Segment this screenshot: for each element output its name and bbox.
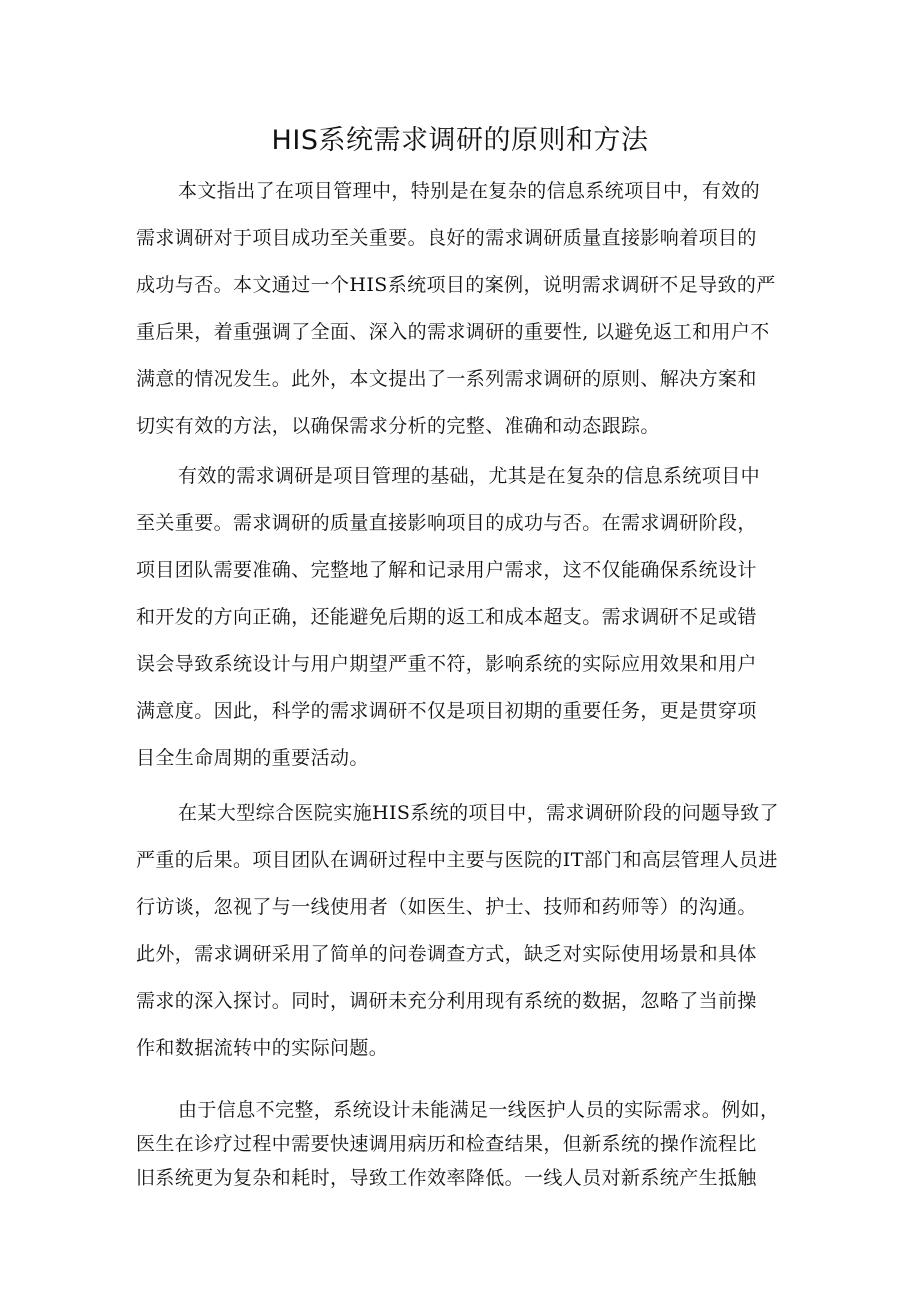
text-line: 本文指出了在项目管理中，特别是在复杂的信息系统项目中，有效的 — [178, 180, 761, 202]
paragraph-3 — [136, 790, 794, 1072]
text-line: 作和数据流转中的实际问题。 — [136, 1037, 389, 1059]
text-line: 需求的深入探讨。同时，调研未充分利用现有系统的数据，忽略了当前操 — [136, 990, 757, 1012]
text-line: 目全生命周期的重要活动。 — [136, 747, 369, 769]
document-title: HIS系统需求调研的原则和方法 — [271, 125, 649, 156]
text-line: 至关重要。需求调研的质量直接影响项目的成功与否。在需求调研阶段， — [136, 512, 757, 534]
text-line: 和开发的方向正确，还能避免后期的返工和成本超支。需求调研不足或错 — [136, 606, 757, 628]
text-line: 重后果，着重强调了全面、深入的需求调研的重要性, 以避免返工和用户不 — [136, 321, 770, 343]
text-line: 医生在诊疗过程中需要快速调用病历和检查结果，但新系统的操作流程比 — [136, 1133, 757, 1155]
paragraph-1 — [136, 168, 794, 450]
text-line: 误会导致系统设计与用户期望严重不符，影响系统的实际应用效果和用户 — [136, 653, 757, 675]
text-line: 在某大型综合医院实施HIS系统的项目中，需求调研阶段的问题导致了 — [178, 802, 779, 824]
paragraph-2 — [136, 453, 794, 782]
text-line: 旧系统更为复杂和耗时，导致工作效率降低。一线人员对新系统产生抵触 — [136, 1167, 757, 1189]
text-line: 项目团队需要准确、完整地了解和记录用户需求，这不仅能确保系统设计 — [136, 559, 757, 581]
text-line: 有效的需求调研是项目管理的基础，尤其是在复杂的信息系统项目中 — [178, 465, 761, 487]
text-line: 严重的后果。项目团队在调研过程中主要与医院的IT部门和高层管理人员进 — [136, 849, 778, 871]
text-line: 此外，需求调研采用了简单的问卷调查方式，缺乏对实际使用场景和具体 — [136, 943, 757, 965]
text-line: 满意度。因此，科学的需求调研不仅是项目初期的重要任务，更是贯穿项 — [136, 700, 757, 722]
text-line: 由于信息不完整，系统设计未能满足一线医护人员的实际需求。例如， — [178, 1099, 780, 1121]
text-line: 满意的情况发生。此外，本文提出了一系列需求调研的原则、解决方案和 — [136, 368, 757, 390]
text-line: 成功与否。本文通过一个HIS系统项目的案例，说明需求调研不足导致的严 — [136, 274, 776, 296]
text-line: 需求调研对于项目成功至关重要。良好的需求调研质量直接影响着项目的 — [136, 227, 757, 249]
paragraph-4 — [136, 1093, 794, 1195]
text-line: 行访谈，忽视了与一线使用者（如医生、护士、技师和药师等）的沟通。 — [136, 896, 757, 918]
text-line: 切实有效的方法，以确保需求分析的完整、准确和动态跟踪。 — [136, 415, 660, 437]
